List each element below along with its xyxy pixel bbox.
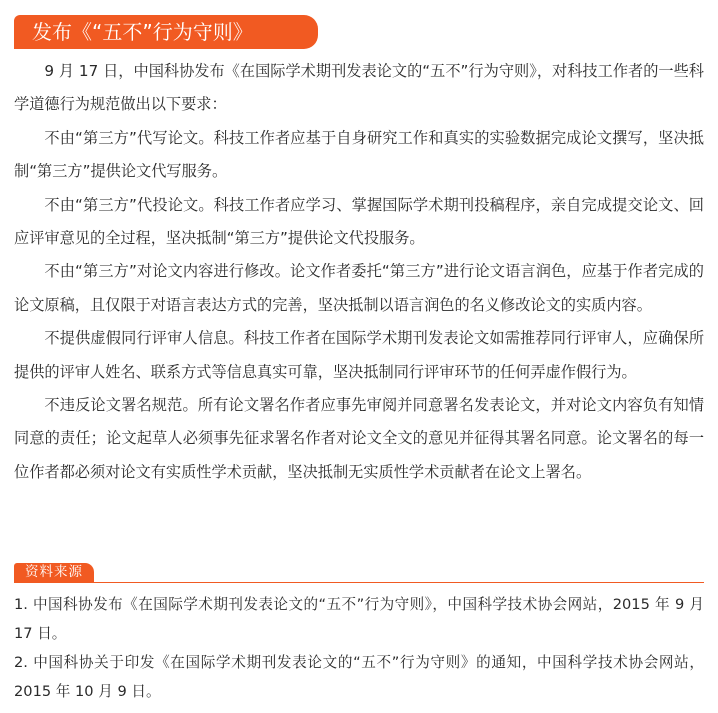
section-title: 发布《“五不”行为守则》 — [14, 15, 318, 49]
sources-divider — [14, 582, 704, 584]
sources-header — [14, 563, 704, 583]
sources-list — [14, 590, 704, 706]
paragraph-rule-1: 不由“第三方”代写论文。科技工作者应基于自身研究工作和真实的实验数据完成论文撰写，坚决抵制“第三方”提供论文代写服务。 — [14, 128, 704, 181]
paragraph-rule-4: 不提供虚假同行评审人信息。科技工作者在国际学术期刊发表论文如需推荐同行评审人，应确保所提供的评审人姓名、联系方式等信息真实可靠，坚决抵制同行评审环节的任何弄虚作假行为。 — [14, 329, 704, 381]
paragraph-rule-5: 不违反论文署名规范。所有论文署名作者应事先审阅并同意署名发表论文，并对论文内容负有知情同意的责任；论文起草人必须事先征求署名作者对论文全文的意见并征得其署名同意。论文署名的每一位作者都必须对论文有实质性学术贡献，坚决抵制无实质性学术贡献者在论文上署名。 — [14, 396, 704, 481]
article-body — [14, 55, 704, 489]
sources-label: 资料来源 — [14, 563, 94, 582]
source-item: 2. 中国科协关于印发《在国际学术期刊发表论文的“五不”行为守则》的通知，中国科学技术协会网站，2015 年 10 月 9 日。 — [14, 654, 704, 700]
paragraph-rule-3: 不由“第三方”对论文内容进行修改。论文作者委托“第三方”进行论文语言润色，应基于作者完成的论文原稿，且仅限于对语言表达方式的完善，坚决抵制以语言润色的名义修改论文的实质内容。 — [14, 262, 704, 314]
paragraph-rule-2: 不由“第三方”代投论文。科技工作者应学习、掌握国际学术期刊投稿程序，亲自完成提交论文、回应评审意见的全过程，坚决抵制“第三方”提供论文代投服务。 — [14, 195, 704, 248]
paragraph-intro: 9 月 17 日，中国科协发布《在国际学术期刊发表论文的“五不”行为守则》，对科技工作者的一些科学道德行为规范做出以下要求： — [14, 62, 704, 114]
source-item: 1. 中国科协发布《在国际学术期刊发表论文的“五不”行为守则》，中国科学技术协会网站，2015 年 9 月 17 日。 — [14, 596, 704, 642]
